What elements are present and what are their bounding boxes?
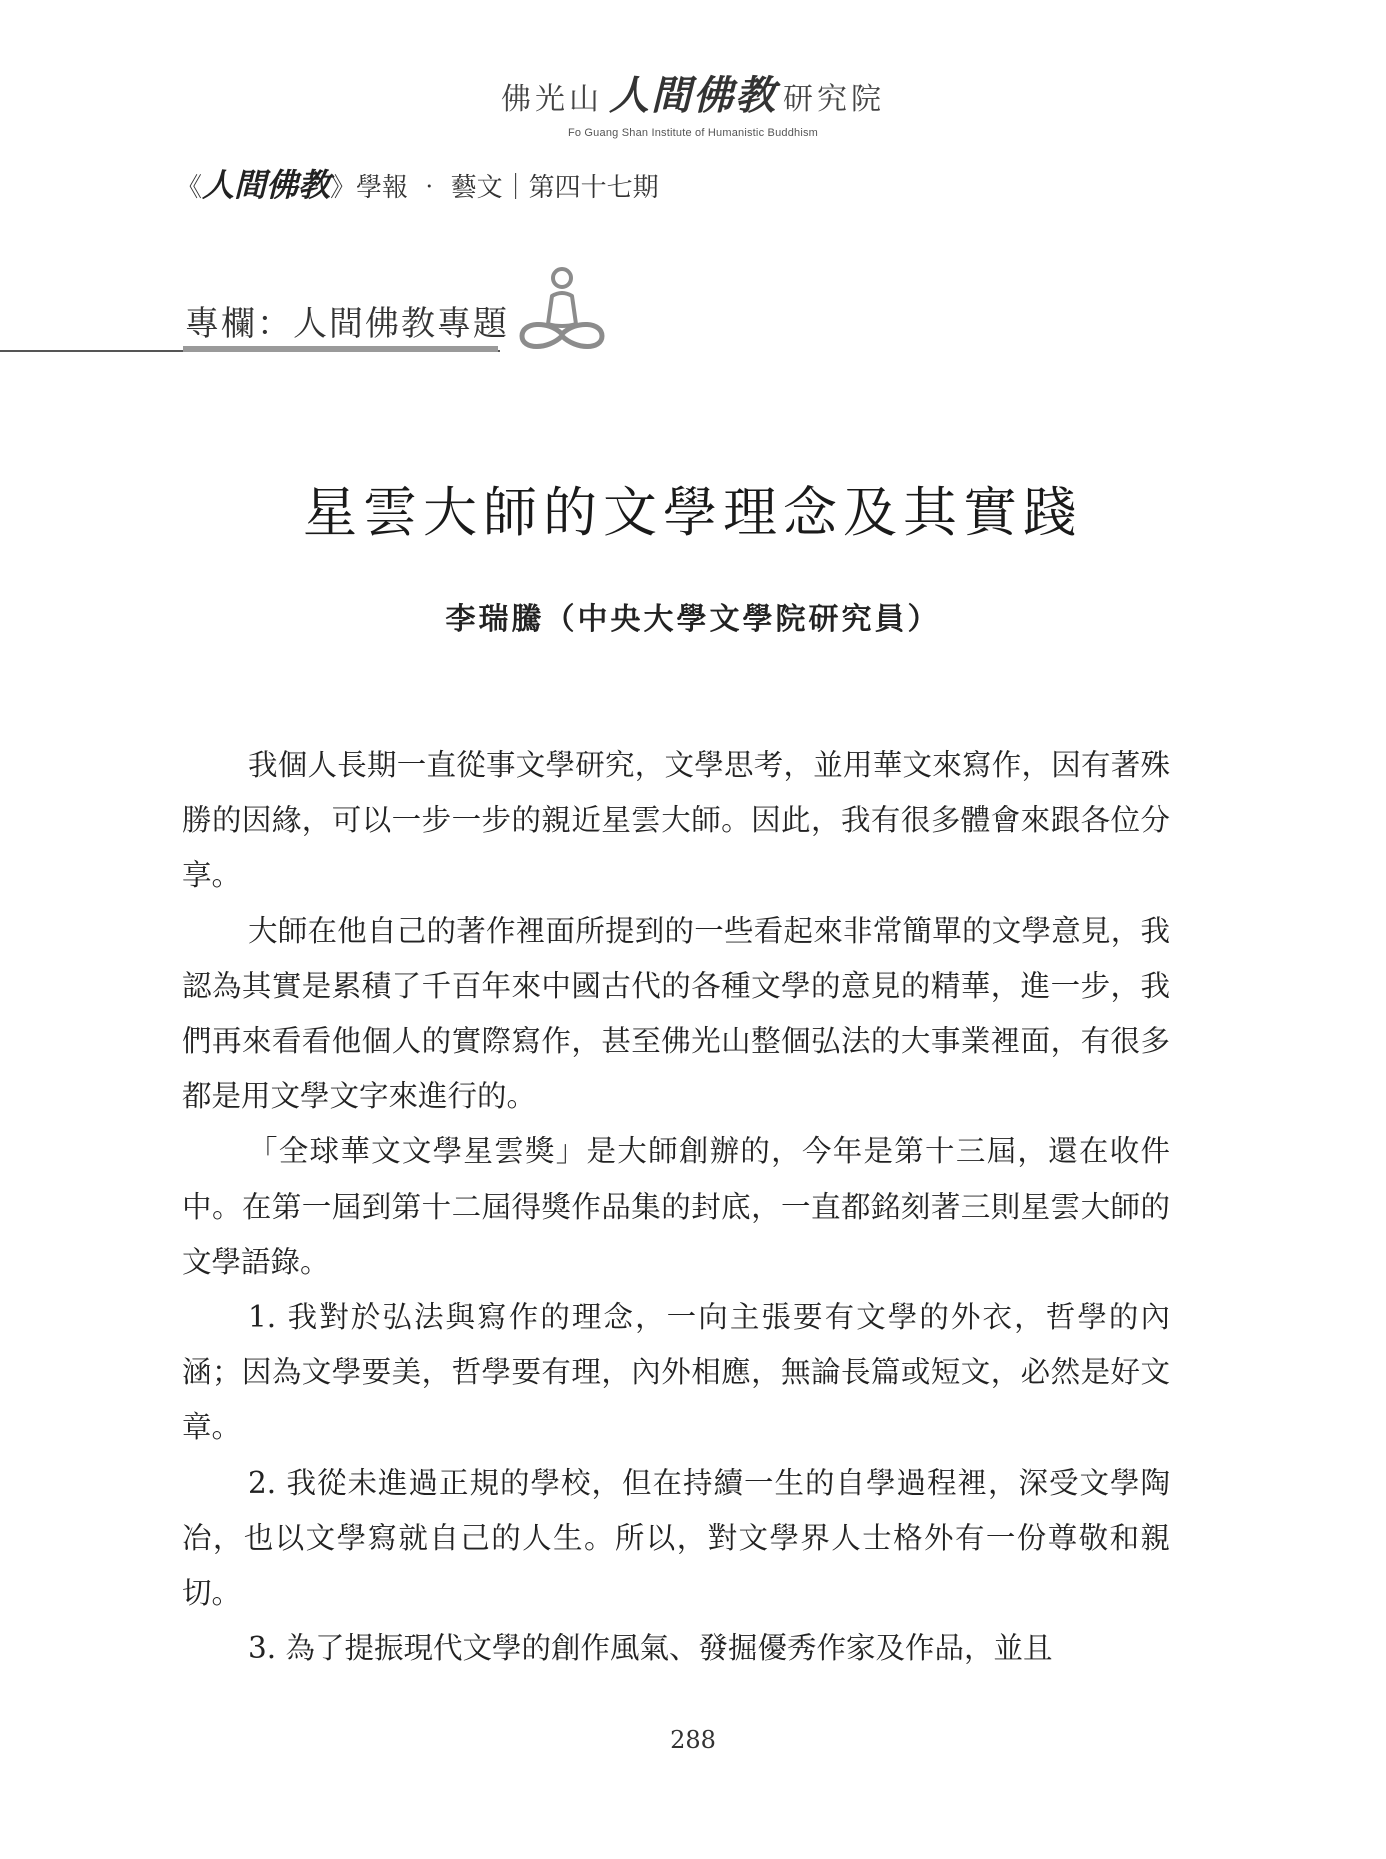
article-title: 星雲大師的文學理念及其實踐 <box>303 481 1083 544</box>
journal-brand: 人間佛教 <box>202 166 331 204</box>
paragraph: 我個人長期一直從事文學研究，文學思考，並用華文來寫作，因有著殊勝的因緣，可以一步一步的親近星雲大師。因此，我有很多體會來跟各位分享。 <box>182 748 1170 893</box>
institute-prefix: 佛光山 <box>501 82 603 117</box>
column-underline <box>183 346 498 352</box>
institute-name <box>0 64 1386 121</box>
article-author: 李瑞騰（中央大學文學院研究員） <box>445 602 941 637</box>
institute-english-name: Fo Guang Shan Institute of Humanistic Buddhism <box>567 127 819 139</box>
journal-running-head <box>176 160 659 206</box>
article-body <box>182 738 1170 1676</box>
page-number: 288 <box>670 1726 716 1754</box>
institute-header <box>0 64 1386 139</box>
journal-open-bracket: 《 <box>176 173 203 203</box>
paragraph: 「全球華文文學星雲獎」是大師創辦的，今年是第十三屆，還在收件中。在第一屆到第十二屆得獎作品集的封底，一直都銘刻著三則星雲大師的文學語錄。 <box>182 1134 1170 1279</box>
journal-close-bracket: 》 <box>330 173 357 203</box>
meditation-figure-icon <box>512 262 612 362</box>
paragraph: 3. 為了提振現代文學的創作風氣、發掘優秀作家及作品，並且 <box>248 1631 1053 1666</box>
paragraph: 1. 我對於弘法與寫作的理念，一向主張要有文學的外衣，哲學的內涵；因為文學要美，哲學要有理，內外相應，無論長篇或短文，必然是好文章。 <box>182 1300 1170 1445</box>
paragraph: 大師在他自己的著作裡面所提到的一些看起來非常簡單的文學意見，我認為其實是累積了千百年來中國古代的各種文學的意見的精華，進一步，我們再來看看他個人的實際寫作，甚至佛光山整個弘法的大事業裡面，有很多都是用文學文字來進行的。 <box>182 913 1170 1114</box>
institute-brand: 人間佛教 <box>609 72 777 119</box>
paragraph: 2. 我從未進過正規的學校，但在持續一生的自學過程裡，深受文學陶冶，也以文學寫就自己的人生。所以，對文學界人士格外有一份尊敬和親切。 <box>182 1465 1170 1611</box>
journal-issue: 學報 ‧ 藝文｜第四十七期 <box>356 173 659 203</box>
institute-suffix: 研究院 <box>783 82 885 117</box>
column-label: 專欄：人間佛教專題 <box>185 304 509 344</box>
